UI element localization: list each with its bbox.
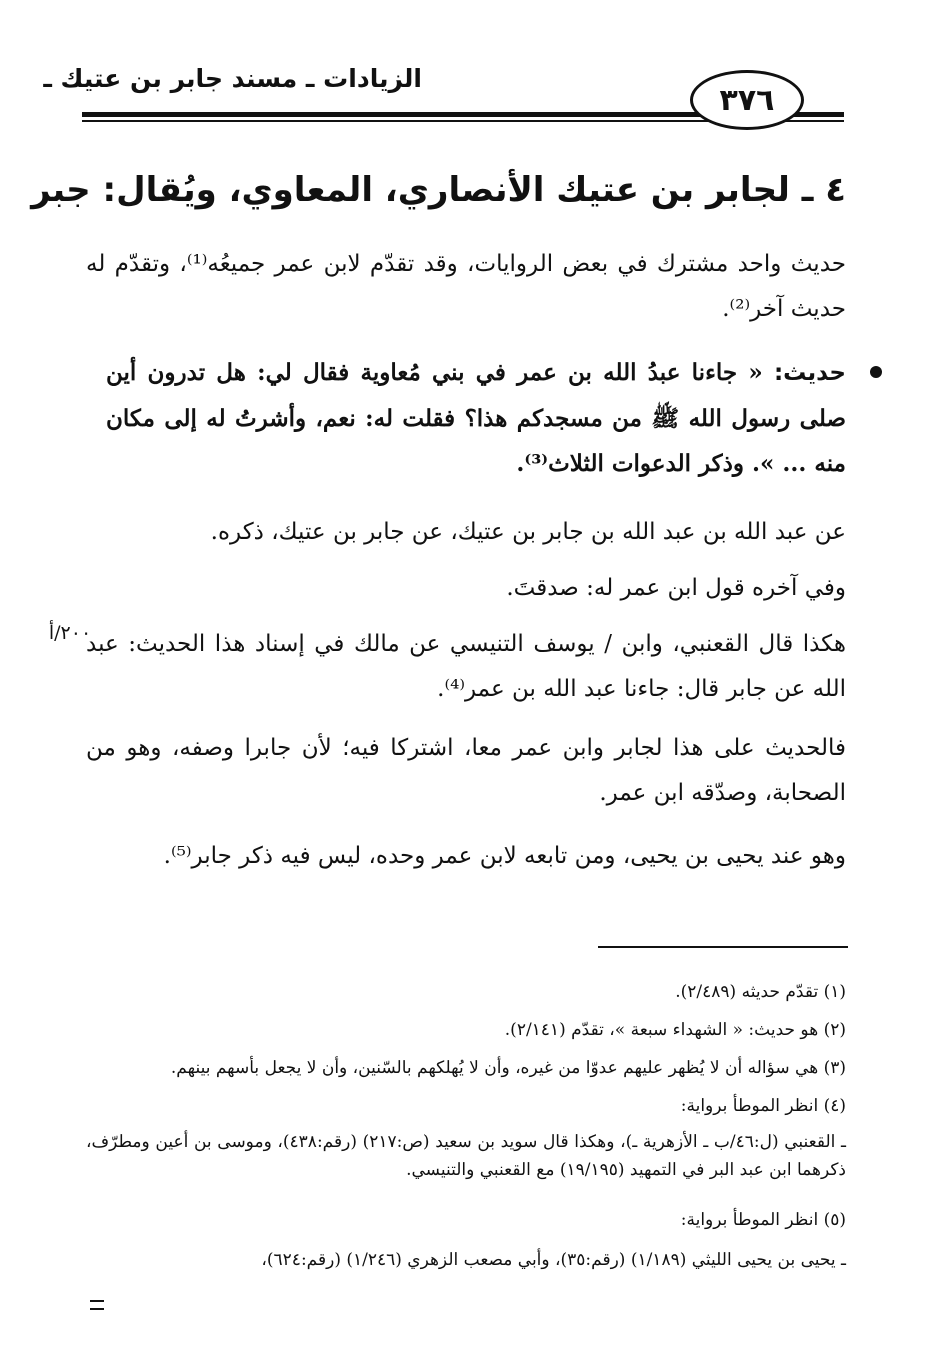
hadith-text: « جاءنا عبدُ الله بن عمر في بني مُعاوية فقال لي: هل تدرون أين صلى رسول الله ﷺ من مسجدكم هذا؟ فقلت له: نعم، وأشرتُ له إلى مكان منه ... ». وذكر الدعوات الثلاث⁽³⁾.: [106, 359, 846, 477]
footnote-5-detail: ـ يحيى بن يحيى الليثي (١/١٨٩) (رقم:٣٥)، وأبي مصعب الزهري (١/٢٤٦) (رقم:٦٢٤)،: [261, 1250, 846, 1270]
footnote-4: (٤) انظر الموطأ برواية:: [680, 1096, 846, 1116]
footnote-4-detail: ـ القعنبي (ل:٤٦/ب ـ الأزهرية ـ)، وهكذا قال سويد بن سعيد (ص:٢١٧) (رقم:٤٣٨)، وموسى بن أعين ومطرّف، ذكرهما ابن عبد البر في التمهيد (١٩/١٩٥) مع القعنبي والتنيسي.: [86, 1132, 847, 1180]
narration-paragraph: هكذا قال القعنبي، وابن / يوسف التنيسي عن مالك في إسناد هذا الحديث: عبد الله عن جابر قال: جاءنا عبد الله بن عمر⁽⁴⁾.: [86, 631, 846, 702]
footnote-5: (٥) انظر الموطأ برواية:: [680, 1210, 846, 1230]
intro-paragraph: حديث واحد مشترك في بعض الروايات، وقد تقدّم لابن عمر جميعُه⁽¹⁾، وتقدّم له حديث آخر⁽²⁾.: [86, 251, 846, 322]
page-number: ٣٧٦: [690, 70, 804, 130]
footnote-rule: [598, 946, 848, 948]
footnote-1: (١) تقدّم حديثه (٢/٤٨٩).: [675, 982, 846, 1002]
hadith-label: حديث:: [773, 360, 846, 386]
commentary-paragraph: فالحديث على هذا لجابر وابن عمر معا، اشتركا فيه؛ لأن جابرا وصفه، وهو من الصحابة، وصدّقه ابن عمر.: [86, 735, 846, 806]
continuation-mark: [90, 1300, 104, 1310]
ibn-umar-remark-paragraph: وفي آخره قول ابن عمر له: صدقتَ.: [506, 575, 846, 601]
running-title: الزيادات ـ مسند جابر بن عتيك ـ: [43, 64, 422, 93]
footnote-2: (٢) هو حديث: « الشهداء سبعة »، تقدّم (٢/١٤١).: [504, 1020, 846, 1040]
bullet-icon: [870, 366, 882, 378]
section-heading: ٤ ـ لجابر بن عتيك الأنصاري، المعاوي، ويُقال: جبر: [31, 170, 846, 210]
footnote-3: (٣) هي سؤاله أن لا يُظهر عليهم عدوّا من غيره، وأن لا يُهلكهم بالسّنين، وأن لا يجعل بأسهم بينهم.: [170, 1058, 846, 1078]
hadith-paragraph: [106, 350, 846, 486]
margin-folio-note: ٢٠٠/أ: [48, 622, 92, 644]
yahya-paragraph: وهو عند يحيى بن يحيى، ومن تابعه لابن عمر وحده، ليس فيه ذكر جابر⁽⁵⁾.: [163, 843, 846, 869]
isnad-paragraph: عن عبد الله بن عبد الله بن جابر بن عتيك، عن جابر بن عتيك، ذكره.: [210, 519, 846, 545]
